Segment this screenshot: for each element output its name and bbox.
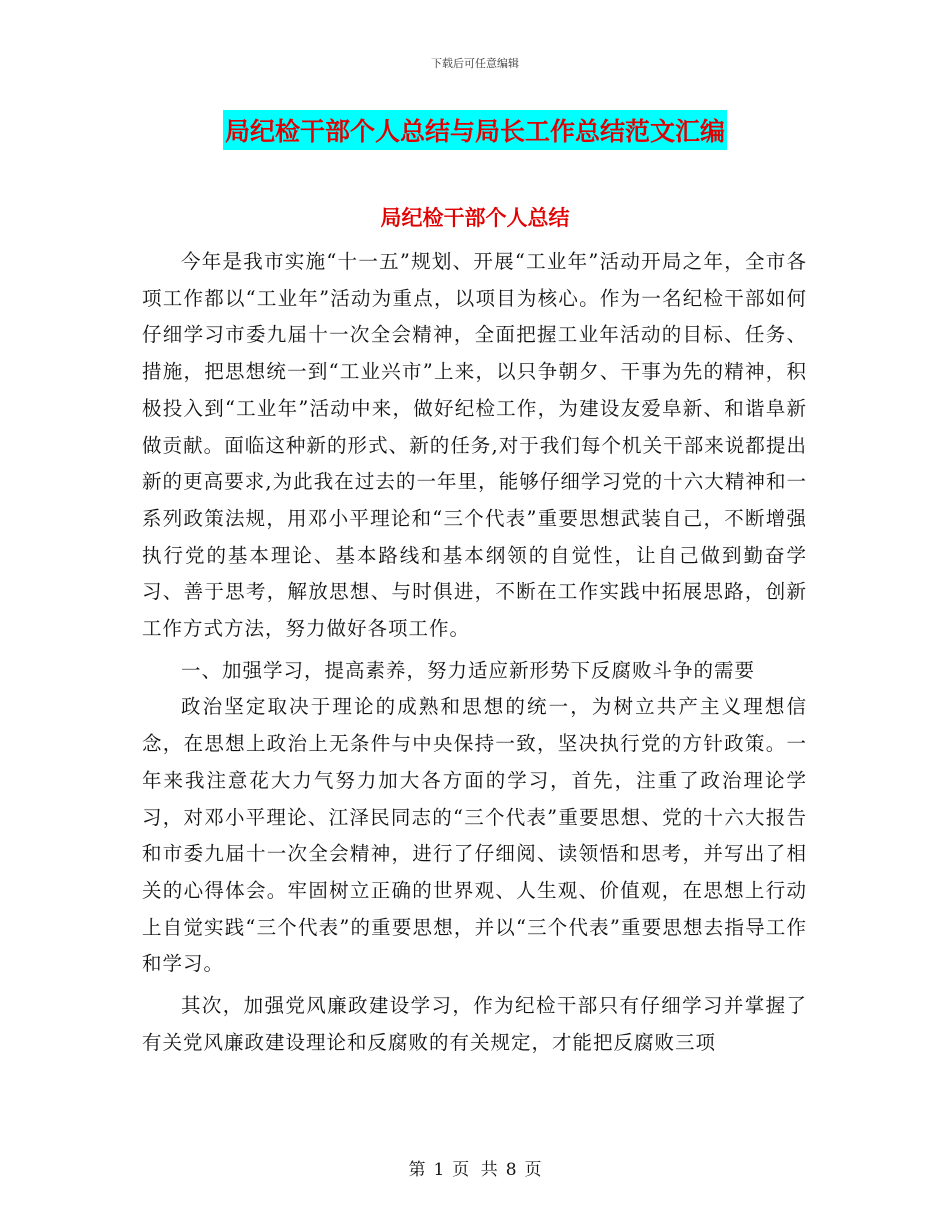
footer-suffix: 页 xyxy=(524,1160,542,1180)
page-header-note: 下载后可任意编辑 xyxy=(431,57,519,70)
footer-total-pages: 8 xyxy=(505,1160,517,1180)
footer-middle: 页 共 xyxy=(452,1160,498,1180)
paragraph-second: 其次，加强党风廉政建设学习，作为纪检干部只有仔细学习并掌握了有关党风廉政建设理论和反腐败的有关规定，才能把反腐败三项 xyxy=(142,994,807,1054)
footer-prefix: 第 xyxy=(408,1160,426,1180)
document-title-text: 局纪检干部个人总结与局长工作总结范文汇编 xyxy=(223,110,727,150)
footer-page-number: 1 xyxy=(433,1160,445,1180)
paragraph-politics: 政治坚定取决于理论的成熟和思想的统一，为树立共产主义理想信念，在思想上政治上无条件与中央保持一致，坚决执行党的方针政策。一年来我注意花大力气努力加大各方面的学习，首先，注重了政治理论学习，对邓小平理论、江泽民同志的“三个代表”重要思想、党的十六大报告和市委九届十一次全会精神，进行了仔细阅、读领悟和思考，并写出了相关的心得体会。牢固树立正确的世界观、人生观、价值观，在思想上行动上自觉实践“三个代表”的重要思想，并以“三个代表”重要思想去指导工作和学习。 xyxy=(142,695,807,976)
paragraph-intro: 今年是我市实施“十一五”规划、开展“工业年”活动开局之年，全市各项工作都以“工业年”活动为重点，以项目为核心。作为一名纪检干部如何仔细学习市委九届十一次全会精神，全面把握工业年活动的目标、任务、措施，把思想统一到“工业兴市”上来，以只争朝夕、干事为先的精神，积极投入到“工业年”活动中来，做好纪检工作，为建设友爱阜新、和谐阜新做贡献。面临这种新的形式、新的任务,对于我们每个机关干部来说都提出新的更高要求,为此我在过去的一年里，能够仔细学习党的十六大精神和一系列政策法规，用邓小平理论和“三个代表”重要思想武装自己，不断增强执行党的基本理论、基本路线和基本纲领的自觉性，让自己做到勤奋学习、善于思考，解放思想、与时俱进，不断在工作实践中拓展思路，创新工作方式方法，努力做好各项工作。 xyxy=(142,250,807,641)
paragraph-heading-1: 一、加强学习，提高素养，努力适应新形势下反腐败斗争的需要 xyxy=(181,658,756,682)
document-body xyxy=(142,244,807,1061)
page-footer xyxy=(0,1155,950,1180)
section-title: 局纪检干部个人总结 xyxy=(380,205,570,230)
document-title xyxy=(0,110,950,150)
